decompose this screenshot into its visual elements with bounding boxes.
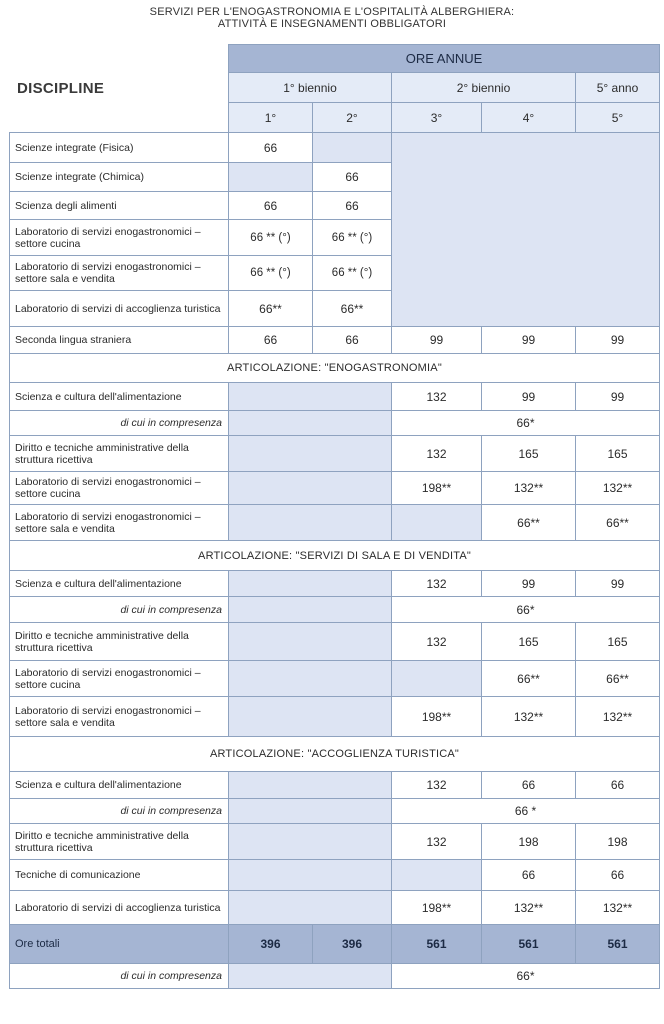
empty-shaded-cell — [229, 860, 392, 891]
value-cell: 66 * — [392, 799, 660, 824]
value-cell: 132 — [392, 824, 482, 860]
value-cell: 132 — [392, 383, 482, 411]
group-header-2-biennio: 2° biennio — [392, 73, 576, 103]
year-header-3: 3° — [392, 103, 482, 133]
table-row — [10, 799, 660, 824]
empty-shaded-cell — [229, 623, 392, 661]
table-row — [10, 133, 660, 163]
curriculum-table — [9, 44, 660, 989]
value-cell: 66 — [576, 772, 660, 799]
value-cell — [392, 860, 482, 891]
empty-shaded-cell — [229, 472, 392, 505]
value-cell: 66* — [392, 411, 660, 436]
table-row — [10, 824, 660, 860]
row-name: Scienza e cultura dell'alimentazione — [10, 772, 229, 799]
row-name: Laboratorio di servizi enogastronomici – settore cucina — [10, 661, 229, 697]
value-cell: 132 — [392, 571, 482, 597]
total-cell: 561 — [576, 925, 660, 964]
row-name: Laboratorio di servizi di accoglienza turistica — [10, 291, 229, 327]
total-cell: 561 — [392, 925, 482, 964]
value-cell: 66 — [229, 327, 313, 354]
title-line-2: ATTIVITÀ E INSEGNAMENTI OBBLIGATORI — [217, 18, 447, 30]
table-row — [10, 436, 660, 472]
value-cell: 99 — [576, 571, 660, 597]
value-cell: 66 — [313, 192, 392, 220]
empty-shaded-cell — [229, 772, 392, 799]
empty-shaded-cell — [229, 436, 392, 472]
value-cell: 132** — [482, 472, 576, 505]
value-cell: 66 — [229, 133, 313, 163]
value-cell: 132** — [482, 697, 576, 737]
row-name: Laboratorio di servizi enogastronomici – settore cucina — [10, 472, 229, 505]
row-name: Scienza e cultura dell'alimentazione — [10, 571, 229, 597]
value-cell: 66 — [313, 163, 392, 192]
value-cell: 198** — [392, 891, 482, 925]
empty-shaded-cell — [229, 824, 392, 860]
value-cell: 66* — [392, 597, 660, 623]
empty-shaded-cell — [229, 964, 392, 989]
row-name: di cui in compresenza — [10, 411, 229, 436]
value-cell: 66 ** (°) — [229, 256, 313, 291]
value-cell: 66 — [576, 860, 660, 891]
value-cell: 165 — [482, 623, 576, 661]
value-cell: 99 — [576, 383, 660, 411]
section-title: ARTICOLAZIONE: "ACCOGLIENZA TURISTICA" — [10, 737, 660, 772]
row-name: Seconda lingua straniera — [10, 327, 229, 354]
group-header-1-biennio: 1° biennio — [229, 73, 392, 103]
row-name: Laboratorio di servizi enogastronomici – settore sala e vendita — [10, 505, 229, 541]
value-cell: 132** — [482, 891, 576, 925]
section-title: ARTICOLAZIONE: "ENOGASTRONOMIA" — [10, 354, 660, 383]
ore-annue-header: ORE ANNUE — [229, 45, 660, 73]
row-name: Scienze integrate (Fisica) — [10, 133, 229, 163]
row-name: Scienza e cultura dell'alimentazione — [10, 383, 229, 411]
table-row — [10, 772, 660, 799]
value-cell: 66** — [313, 291, 392, 327]
empty-shaded-cell — [229, 891, 392, 925]
value-cell: 198** — [392, 697, 482, 737]
title-line-1: SERVIZI PER L'ENOGASTRONOMIA E L'OSPITALITÀ ALBERGHIERA: — [149, 6, 515, 18]
value-cell: 66 — [482, 860, 576, 891]
value-cell: 66** — [482, 505, 576, 541]
table-row — [10, 964, 660, 989]
empty-shaded-cell — [229, 597, 392, 623]
table-row — [10, 597, 660, 623]
table-row — [10, 697, 660, 737]
value-cell: 165 — [576, 623, 660, 661]
value-cell — [313, 133, 392, 163]
value-cell: 99 — [482, 383, 576, 411]
value-cell: 66 — [229, 192, 313, 220]
total-cell: 396 — [229, 925, 313, 964]
value-cell: 165 — [576, 436, 660, 472]
value-cell: 66** — [229, 291, 313, 327]
row-name: Ore totali — [10, 925, 229, 964]
value-cell: 165 — [482, 436, 576, 472]
value-cell — [392, 505, 482, 541]
value-cell: 66** — [482, 661, 576, 697]
value-cell: 198 — [482, 824, 576, 860]
row-name: Tecniche di comunicazione — [10, 860, 229, 891]
table-row — [10, 891, 660, 925]
value-cell: 66** — [576, 505, 660, 541]
empty-shaded-cell — [229, 411, 392, 436]
page-title — [0, 6, 664, 30]
value-cell: 99 — [392, 327, 482, 354]
value-cell: 66 ** (°) — [229, 220, 313, 256]
row-name: di cui in compresenza — [10, 597, 229, 623]
value-cell: 132 — [392, 623, 482, 661]
table-row — [10, 571, 660, 597]
empty-shaded-cell — [229, 505, 392, 541]
empty-shaded-cell — [229, 697, 392, 737]
row-name: Scienza degli alimenti — [10, 192, 229, 220]
value-cell: 99 — [482, 327, 576, 354]
row-name: di cui in compresenza — [10, 799, 229, 824]
value-cell: 66 ** (°) — [313, 220, 392, 256]
year-header-4: 4° — [482, 103, 576, 133]
value-cell: 66** — [576, 661, 660, 697]
row-name: Laboratorio di servizi enogastronomici – settore cucina — [10, 220, 229, 256]
value-cell: 132** — [576, 891, 660, 925]
row-name: Scienze integrate (Chimica) — [10, 163, 229, 192]
value-cell: 66 ** (°) — [313, 256, 392, 291]
row-name: Diritto e tecniche amministrative della struttura ricettiva — [10, 436, 229, 472]
year-header-5: 5° — [576, 103, 660, 133]
empty-shaded-cell — [229, 571, 392, 597]
table-row — [10, 505, 660, 541]
value-cell: 132 — [392, 772, 482, 799]
value-cell: 66* — [392, 964, 660, 989]
value-cell — [392, 661, 482, 697]
value-cell: 99 — [576, 327, 660, 354]
value-cell: 198 — [576, 824, 660, 860]
table-row — [10, 383, 660, 411]
value-cell: 198** — [392, 472, 482, 505]
table-row — [10, 411, 660, 436]
value-cell — [229, 163, 313, 192]
value-cell: 99 — [482, 571, 576, 597]
group-header-5-anno: 5° anno — [576, 73, 660, 103]
row-name: Laboratorio di servizi enogastronomici – settore sala e vendita — [10, 697, 229, 737]
discipline-label: DISCIPLINE — [17, 80, 105, 97]
row-name: Diritto e tecniche amministrative della struttura ricettiva — [10, 623, 229, 661]
value-cell: 66 — [313, 327, 392, 354]
value-cell: 66 — [482, 772, 576, 799]
value-cell: 132** — [576, 697, 660, 737]
empty-shaded-cell — [229, 799, 392, 824]
empty-shaded-cell — [229, 383, 392, 411]
section-title: ARTICOLAZIONE: "SERVIZI DI SALA E DI VENDITA" — [10, 541, 660, 571]
year-header-1: 1° — [229, 103, 313, 133]
table-row — [10, 661, 660, 697]
table-row — [10, 623, 660, 661]
total-cell: 561 — [482, 925, 576, 964]
table-row — [10, 860, 660, 891]
row-name: Diritto e tecniche amministrative della struttura ricettiva — [10, 824, 229, 860]
value-cell: 132 — [392, 436, 482, 472]
row-name: Laboratorio di servizi enogastronomici – settore sala e vendita — [10, 256, 229, 291]
year-header-2: 2° — [313, 103, 392, 133]
totals-row — [10, 925, 660, 964]
total-cell: 396 — [313, 925, 392, 964]
table-row — [10, 472, 660, 505]
row-name: Laboratorio di servizi di accoglienza turistica — [10, 891, 229, 925]
value-cell: 132** — [576, 472, 660, 505]
empty-shaded-cell — [229, 661, 392, 697]
row-name: di cui in compresenza — [10, 964, 229, 989]
table-row — [10, 327, 660, 354]
empty-shaded-block — [392, 133, 660, 327]
